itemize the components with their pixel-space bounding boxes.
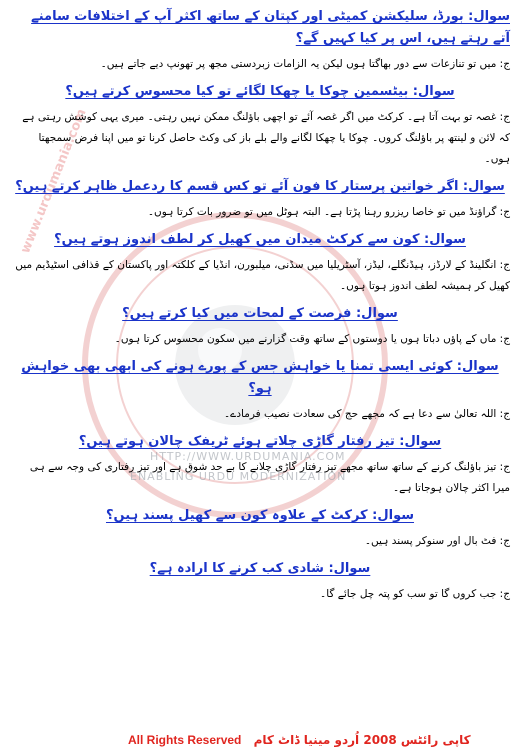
footer-copyright	[128, 733, 471, 747]
answer-4: ج: انگلینڈ کے لارڈز، ہیڈنگلے، لیڈز، آسٹریلیا میں سڈنی، میلبورن، انڈیا کے کلکتہ اور پاکستان کے قذافی اسٹیڈیم میں کھیل کر ہمیشہ لطف اندوز ہوتا ہوں۔	[15, 259, 510, 292]
question-4: سوال: کون سے کرکٹ میدان میں کھیل کر لطف اندوز ہوتے ہیں؟	[54, 232, 466, 247]
footer-copy: کاپی رائٹس 2008 اُردو مینیا ڈاٹ کام	[253, 733, 471, 747]
answer-6: ج: اللہ تعالیٰ سے دعا ہے کہ مجھے حج کی سعادت نصیب فرمادے۔	[224, 408, 510, 420]
answer-2: ج: غصہ تو بہت آتا ہے۔ کرکٹ میں اگر غصہ آئے تو اچھی باؤلنگ ممکن نہیں رہتی۔ میری یہی کوشش رہتی ہے کہ لائن و لینتھ پر باؤلنگ کروں۔ چوکا یا چھکا لگانے والے بلے باز کی وکٹ حاصل کرنا تو میں اپنا فرض سمجھتا ہوں۔	[22, 111, 510, 165]
question-7: سوال: تیز رفتار گاڑی چلاتے ہوئے ٹریفک چالان ہوتے ہیں؟	[78, 434, 442, 449]
question-8: سوال: کرکٹ کے علاوہ کون سے کھیل پسند ہیں؟	[105, 508, 415, 523]
footer-rights: All Rights Reserved	[128, 733, 242, 747]
question-2: سوال: بیٹسمین چوکا یا چھکا لگائے تو کیا محسوس کرتے ہیں؟	[65, 84, 455, 99]
watermark-url: www.urdumania.com	[18, 106, 90, 256]
answer-7: ج: تیز باؤلنگ کرنے کے ساتھ ساتھ مجھے تیز رفتار گاڑی چلانے کا بے حد شوق ہے اور تیز رفتاری کی وجہ سے ہی میرا اکثر چالان ہوجاتا ہے۔	[29, 461, 510, 494]
question-3: سوال: اگر خواتین پرستار کا فون آئے تو کس قسم کا ردعمل ظاہر کرتے ہیں؟	[15, 179, 505, 194]
question-9: سوال: شادی کب کرنے کا ارادہ ہے؟	[149, 561, 371, 576]
answer-3: ج: گراؤنڈ میں تو خاصا ریزرو رہنا پڑتا ہے۔ البتہ ہوٹل میں تو ضرور بات کرتا ہوں۔	[147, 206, 510, 218]
question-6: سوال: کوئی ایسی تمنا یا خواہش جس کے پورے ہونے کی ابھی بھی خواہش ہو؟	[21, 359, 499, 396]
question-5: سوال: فرصت کے لمحات میں کیا کرتے ہیں؟	[122, 306, 398, 321]
watermark-line2: ENABLING URDU MODERNIZATION	[130, 470, 347, 483]
answer-5: ج: ماں کے پاؤں دباتا ہوں یا دوستوں کے ساتھ وقت گزارنے میں سکون محسوس کرتا ہوں۔	[114, 333, 510, 345]
answer-9: ج: جب کروں گا تو سب کو پتہ چل جائے گا۔	[320, 588, 510, 600]
question-1: سوال: بورڈ، سلیکشن کمیٹی اور کپتان کے ساتھ اکثر آپ کے اختلافات سامنے آتے رہتے ہیں، اس پر کیا کہیں گے؟	[31, 9, 510, 46]
watermark-line1: HTTP://WWW.URDUMANIA.COM	[150, 450, 346, 463]
answer-8: ج: فٹ بال اور سنوکر پسند ہیں۔	[364, 535, 510, 547]
answer-1: ج: میں تو تنازعات سے دور بھاگتا ہوں لیکن یہ الزامات زبردستی مجھ پر تھونپ دیے جاتے ہیں۔	[100, 58, 510, 70]
